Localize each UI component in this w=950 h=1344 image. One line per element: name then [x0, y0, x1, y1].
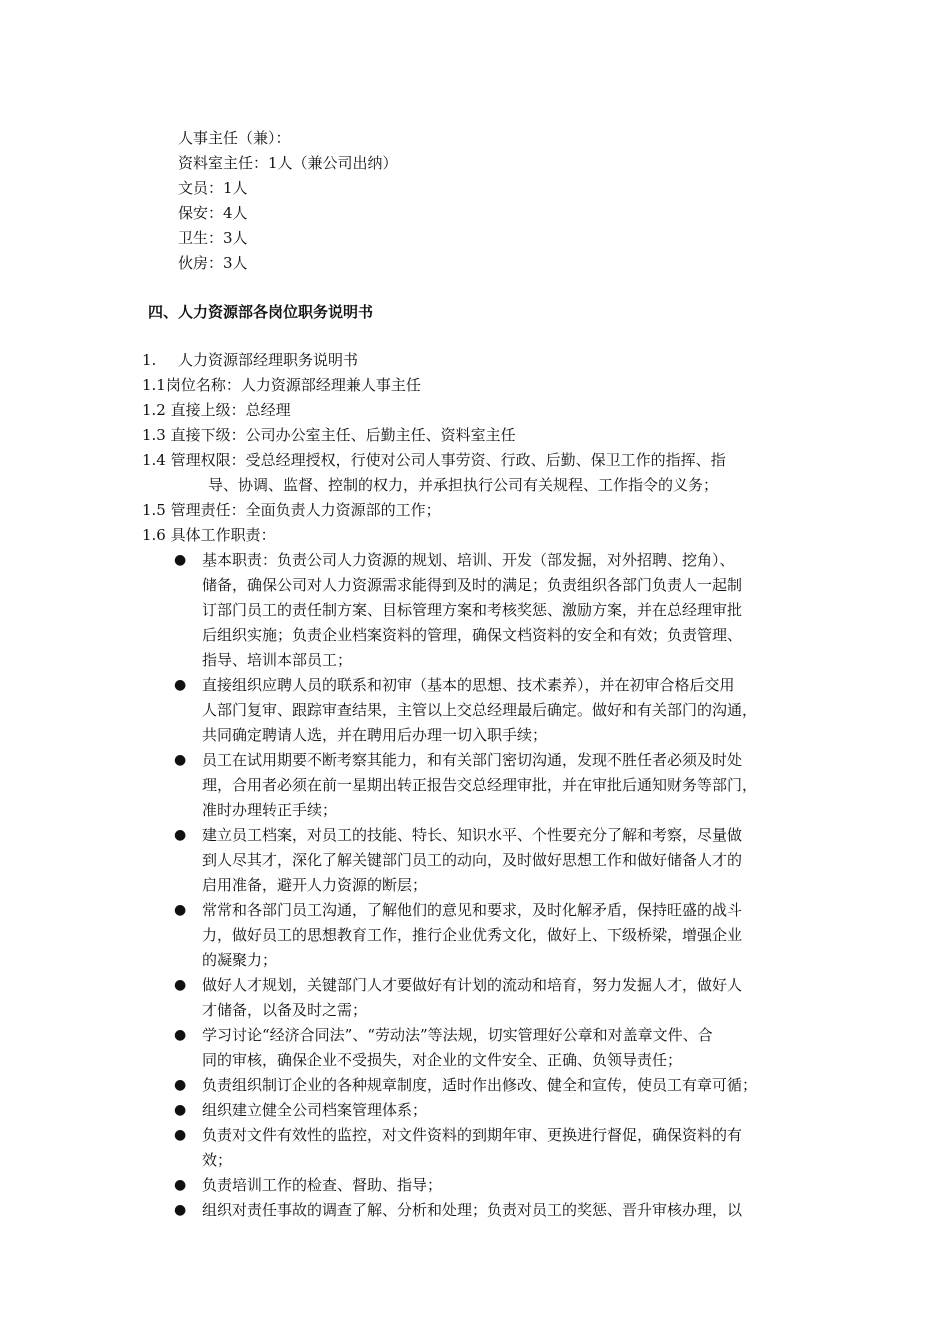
item-text: 管理权限：受总经理授权，行使对公司人事劳资、行政、后勤、保卫工作的指挥、指: [170, 451, 726, 469]
duty-item: [174, 973, 824, 1023]
duty-item: [174, 548, 824, 673]
duty-list: [174, 548, 824, 1223]
duty-item: [174, 748, 824, 823]
duty-text: [202, 748, 824, 823]
bullet-icon: ●: [174, 552, 187, 568]
item-number: 1.4: [142, 451, 166, 469]
duty-line: 负责组织制订企业的各种规章制度，适时作出修改、健全和宣传，使员工有章可循；: [202, 1076, 758, 1094]
duty-text: [202, 1073, 824, 1098]
duty-line: 基本职责：负责公司人力资源的规划、培训、开发（部发掘，对外招聘、挖角）、: [202, 551, 735, 569]
duty-text: [202, 1023, 824, 1073]
staff-line: 人事主任（兼）：: [178, 129, 291, 147]
duty-item: [174, 1123, 824, 1173]
item-authority: [142, 448, 832, 473]
duty-line: 订部门员工的责任制方案、目标管理方案和考核奖惩、激励方案，并在总经理审批: [202, 601, 743, 619]
duty-text: [202, 1198, 824, 1223]
duty-line: 组织建立健全公司档案管理体系；: [202, 1101, 428, 1119]
duty-line: 准时办理转正手续；: [202, 801, 338, 819]
item-authority-continued: [142, 473, 832, 498]
staff-line: 伙房：3人: [178, 254, 248, 272]
item-text: 直接下级：公司办公室主任、后勤主任、资料室主任: [170, 426, 516, 444]
item-direct-subordinate: [142, 423, 832, 448]
bullet-icon: ●: [174, 977, 187, 993]
duty-item: [174, 1173, 824, 1198]
job-description-items: [142, 348, 832, 548]
staff-line: 保安：4人: [178, 204, 248, 222]
duty-line: 启用准备，避开人力资源的断层；: [202, 876, 428, 894]
duty-line: 力，做好员工的思想教育工作，推行企业优秀文化，做好上、下级桥梁，增强企业: [202, 926, 743, 944]
duty-line: 组织对责任事故的调查了解、分析和处理；负责对员工的奖惩、晋升审核办理，以: [202, 1201, 743, 1219]
duty-text: [202, 1098, 824, 1123]
duty-text: [202, 548, 824, 673]
duty-line: 指导、培训本部员工；: [202, 651, 353, 669]
duty-text: [202, 973, 824, 1023]
duty-line: 学习讨论“经济合同法”、“劳动法”等法规，切实管理好公章和对盖章文件、合: [202, 1026, 713, 1044]
duty-line: 才储备，以备及时之需；: [202, 1001, 368, 1019]
item-text: 人力资源部经理职务说明书: [178, 351, 359, 369]
item-heading: [142, 348, 832, 373]
duty-item: [174, 1023, 824, 1073]
duty-item: [174, 898, 824, 973]
item-position-name: [142, 373, 832, 398]
duty-line: 同的审核，确保企业不受损失，对企业的文件安全、正确、负领导责任；: [202, 1051, 683, 1069]
duty-line: 做好人才规划，关键部门人才要做好有计划的流动和培育，努力发掘人才，做好人: [202, 976, 743, 994]
duty-item: [174, 1198, 824, 1223]
item-number: 1.5: [142, 501, 166, 519]
duty-line: 共同确定聘请人选，并在聘用后办理一切入职手续；: [202, 726, 548, 744]
duty-text: [202, 673, 824, 748]
duty-line: 的凝聚力；: [202, 951, 278, 969]
bullet-icon: ●: [174, 1027, 187, 1043]
duty-text: [202, 1173, 824, 1198]
item-number: 1.1: [142, 376, 166, 394]
duty-line: 员工在试用期要不断考察其能力，和有关部门密切沟通，发现不胜任者必须及时处: [202, 751, 743, 769]
bullet-icon: ●: [174, 1127, 187, 1143]
duty-line: 建立员工档案，对员工的技能、特长、知识水平、个性要充分了解和考察，尽量做: [202, 826, 743, 844]
item-specific-duties: [142, 523, 832, 548]
item-text: 具体工作职责：: [170, 526, 276, 544]
item-text: 直接上级：总经理: [170, 401, 291, 419]
item-number: 1.2: [142, 401, 166, 419]
item-text: 管理责任：全面负责人力资源部的工作；: [170, 501, 441, 519]
bullet-icon: ●: [174, 1102, 187, 1118]
duty-text: [202, 1123, 824, 1173]
duty-line: 效；: [202, 1151, 233, 1169]
staff-line: 文员：1人: [178, 179, 248, 197]
duty-line: 理，合用者必须在前一星期出转正报告交总经理审批，并在审批后通知财务等部门，: [202, 776, 758, 794]
section-title: 四、人力资源部各岗位职务说明书: [148, 303, 374, 321]
bullet-icon: ●: [174, 1177, 187, 1193]
bullet-icon: ●: [174, 1077, 187, 1093]
item-responsibility: [142, 498, 832, 523]
duty-item: [174, 1073, 824, 1098]
item-number: 1.6: [142, 526, 166, 544]
item-text: 岗位名称：人力资源部经理兼人事主任: [165, 376, 421, 394]
staff-line: 卫生：3人: [178, 229, 248, 247]
bullet-icon: ●: [174, 1202, 187, 1218]
item-direct-superior: [142, 398, 832, 423]
duty-text: [202, 823, 824, 898]
bullet-icon: ●: [174, 827, 187, 843]
duty-line: 负责培训工作的检查、督助、指导；: [202, 1176, 443, 1194]
duty-line: 负责对文件有效性的监控，对文件资料的到期年审、更换进行督促，确保资料的有: [202, 1126, 743, 1144]
duty-item: [174, 823, 824, 898]
item-number: 1.3: [142, 426, 166, 444]
duty-line: 人部门复审、跟踪审查结果，主管以上交总经理最后确定。做好和有关部门的沟通，: [202, 701, 758, 719]
bullet-icon: ●: [174, 677, 187, 693]
duty-item: [174, 1098, 824, 1123]
duty-line: 后组织实施；负责企业档案资料的管理，确保文档资料的安全和有效；负责管理、: [202, 626, 743, 644]
duty-line: 常常和各部门员工沟通，了解他们的意见和要求，及时化解矛盾，保持旺盛的战斗: [202, 901, 743, 919]
duty-item: [174, 673, 824, 748]
item-text: 导、协调、监督、控制的权力，并承担执行公司有关规程、工作指令的义务；: [208, 476, 719, 494]
duty-line: 到人尽其才，深化了解关键部门员工的动向，及时做好思想工作和做好储备人才的: [202, 851, 743, 869]
bullet-icon: ●: [174, 752, 187, 768]
duty-line: 储备，确保公司对人力资源需求能得到及时的满足；负责组织各部门负责人一起制: [202, 576, 743, 594]
staff-list: [178, 126, 398, 276]
staff-line: 资料室主任：1人（兼公司出纳）: [178, 154, 398, 172]
duty-text: [202, 898, 824, 973]
bullet-icon: ●: [174, 902, 187, 918]
duty-line: 直接组织应聘人员的联系和初审（基本的思想、技术素养），并在初审合格后交用: [202, 676, 735, 694]
item-number: 1.: [142, 351, 157, 369]
